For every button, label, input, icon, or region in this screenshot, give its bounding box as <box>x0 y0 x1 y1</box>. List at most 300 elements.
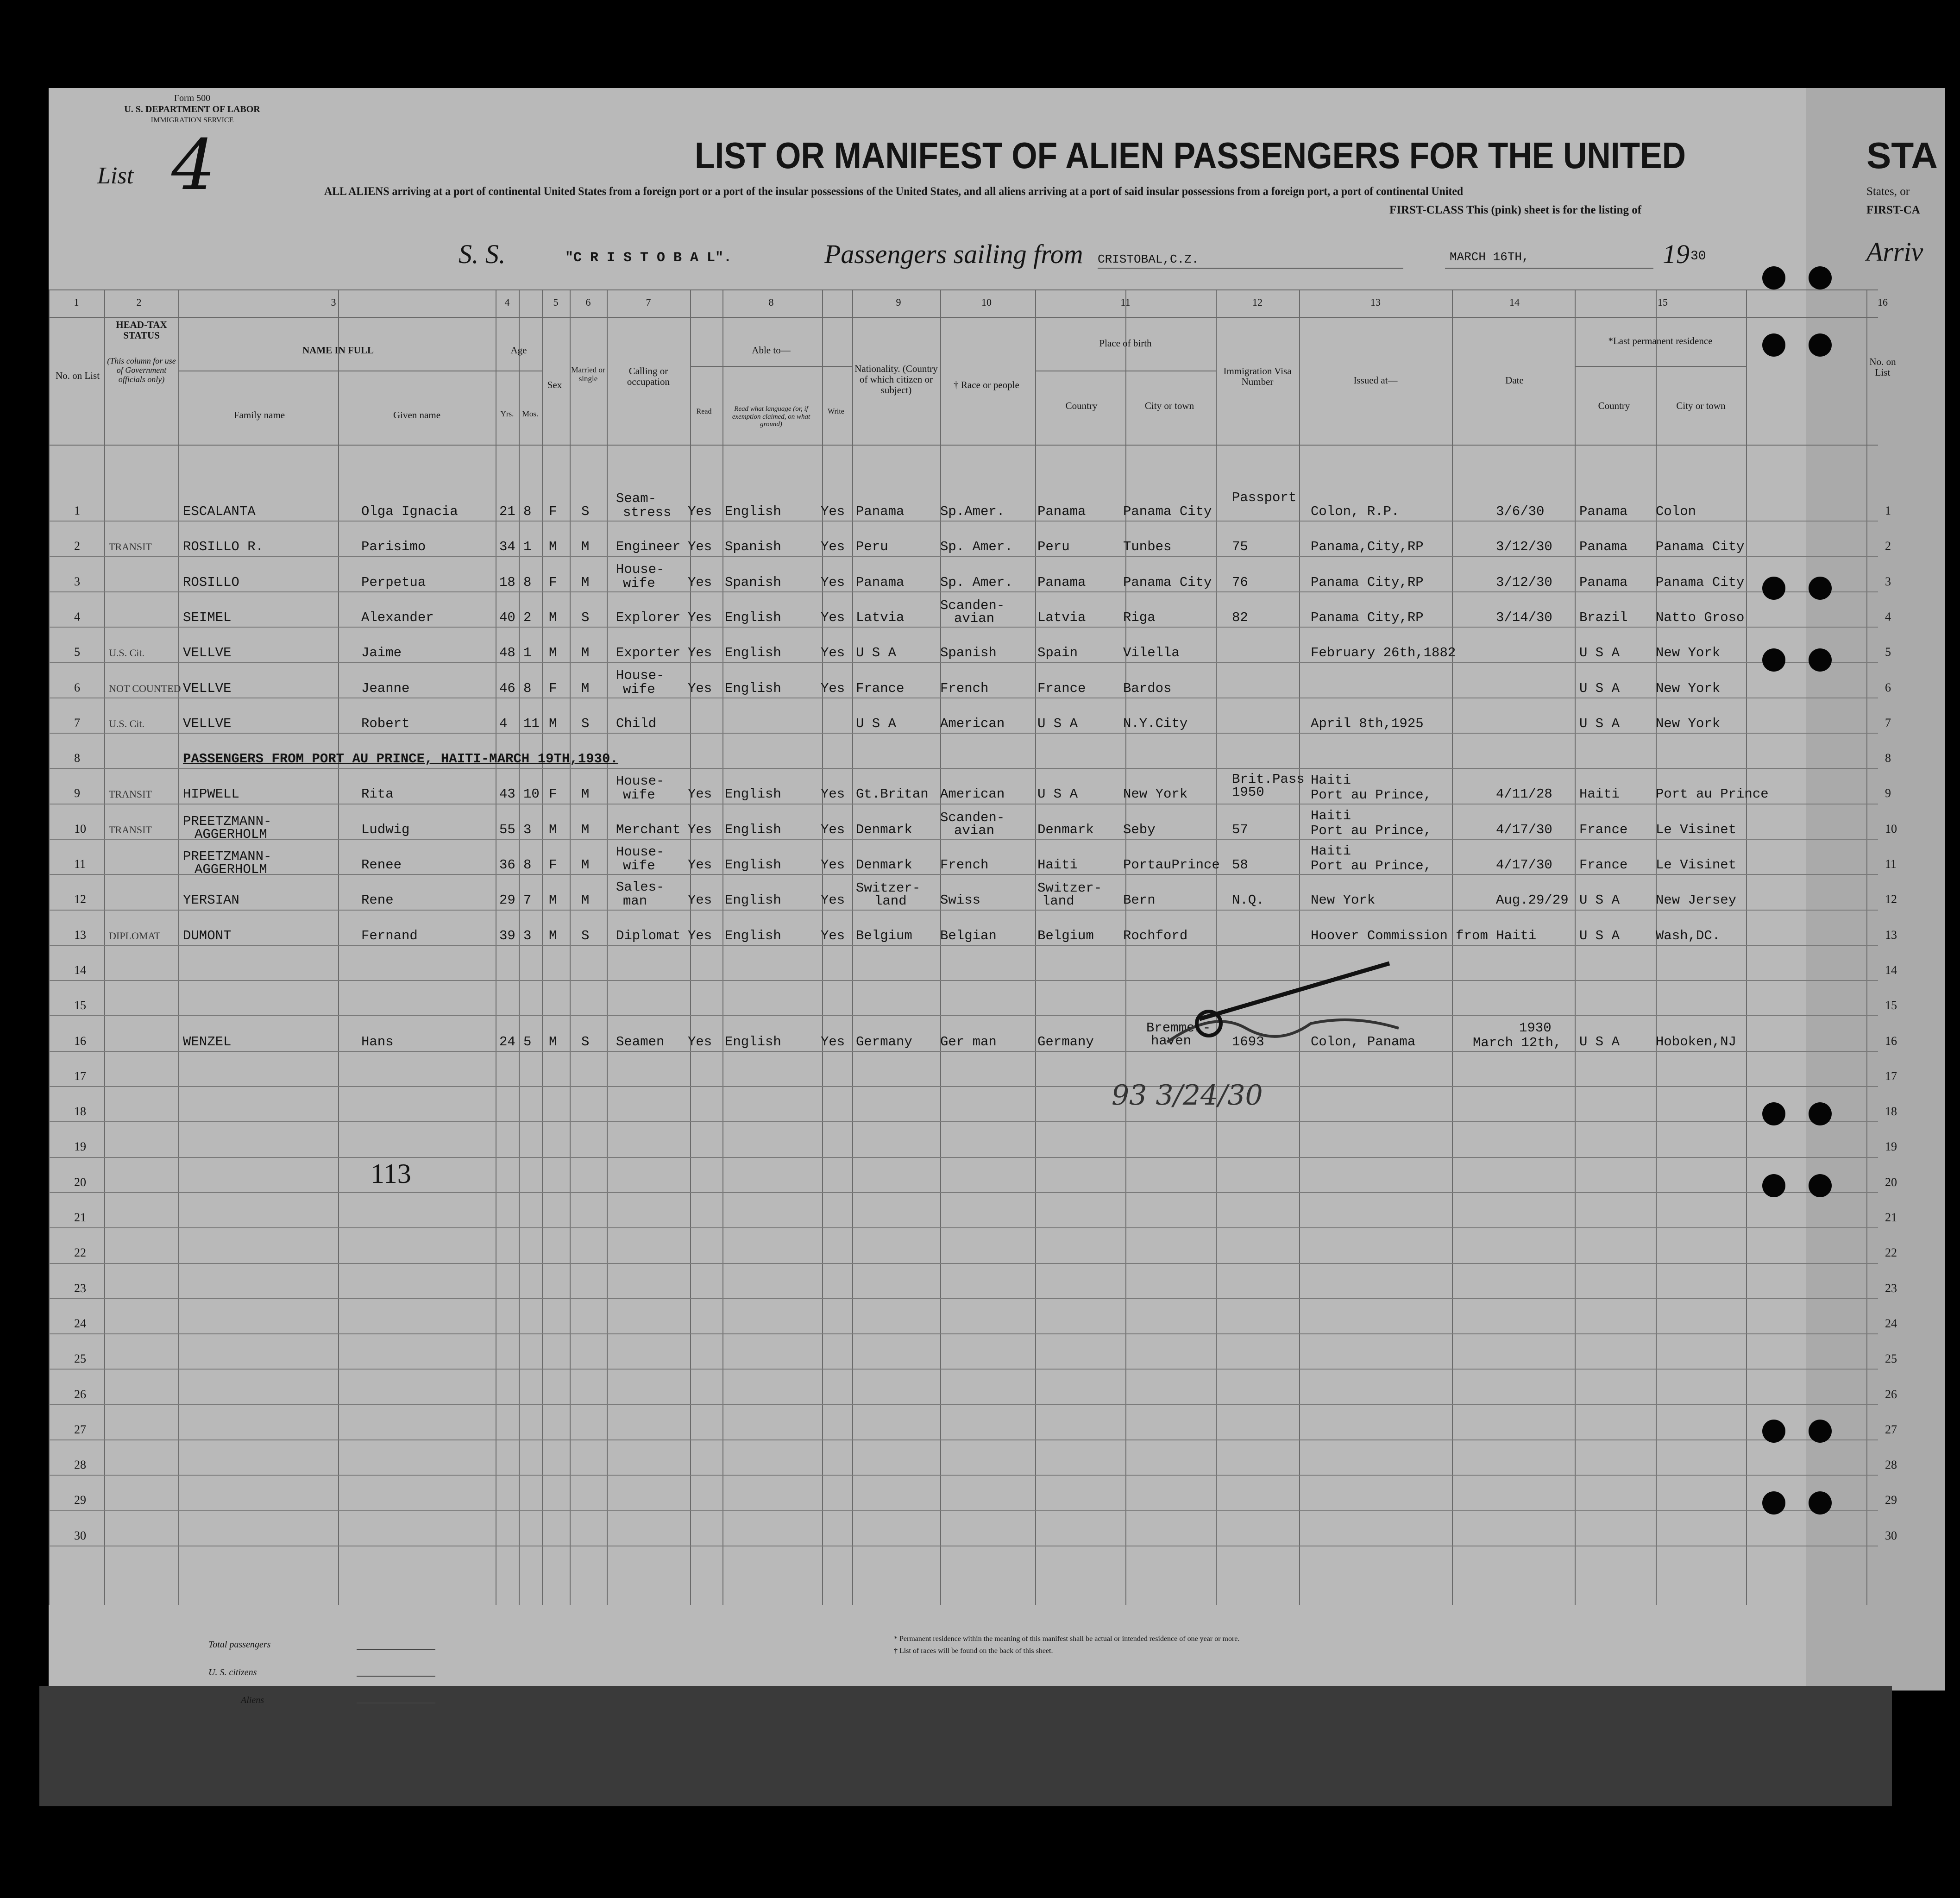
read-cell: Yes <box>688 857 712 873</box>
row-number: 6 <box>74 680 80 694</box>
family-name-cell: DUMONT <box>183 928 232 943</box>
punch-hole <box>1809 1102 1832 1125</box>
table-row <box>49 1511 1897 1546</box>
header-able-to: Able to— <box>752 345 791 356</box>
given-name-cell: Olga Ignacia <box>361 504 458 519</box>
row-number: 21 <box>74 1211 86 1224</box>
age-months-cell: 8 <box>523 574 532 590</box>
year-prefix: 19 <box>1663 239 1690 269</box>
row-number: 17 <box>74 1069 86 1083</box>
table-row <box>49 698 1891 734</box>
occupation-cell: Sales- <box>616 880 665 895</box>
date-cell: 3/12/30 <box>1496 574 1552 590</box>
given-name-cell: Perpetua <box>361 574 426 590</box>
column-number: 6 <box>585 296 591 308</box>
row-number-right: 10 <box>1885 822 1897 836</box>
residence-country-cell: U S A <box>1579 716 1620 731</box>
date-cell: 3/14/30 <box>1496 610 1552 625</box>
row-number-right: 25 <box>1885 1352 1897 1366</box>
birth-country-cell: Denmark <box>1037 822 1094 837</box>
grid-hline <box>49 289 1878 290</box>
page-title: LIST OR MANIFEST OF ALIEN PASSENGERS FOR THE UNITED <box>695 135 1686 176</box>
birth-city-cell: Bremmer- <box>1146 1020 1211 1036</box>
occupation-cell: Explorer <box>616 610 681 625</box>
row-number-right: 30 <box>1885 1528 1897 1542</box>
issued-at-cell: Colon, R.P. <box>1311 504 1400 519</box>
race-cell: French <box>940 857 989 873</box>
row-number: 4 <box>74 610 80 623</box>
nationality-cell: Switzer- <box>856 880 921 896</box>
table-row <box>49 1017 1897 1052</box>
column-number: 3 <box>331 296 336 308</box>
table-row <box>49 875 1897 910</box>
visa-number-cell: 82 <box>1232 610 1248 625</box>
column-number: 2 <box>136 296 142 308</box>
row-number-right: 16 <box>1885 1034 1897 1048</box>
row-number: 15 <box>74 999 86 1012</box>
table-row <box>49 486 1891 522</box>
sex-cell: F <box>549 574 557 590</box>
write-cell: Yes <box>821 822 845 837</box>
grid-hline <box>49 445 1878 446</box>
birth-city-cell: Seby <box>1123 822 1156 837</box>
header-place-of-birth: Place of birth <box>1099 338 1152 349</box>
given-name-cell: Rene <box>361 892 394 908</box>
birth-city-cell: New York <box>1123 786 1188 802</box>
row-number-right: 24 <box>1885 1316 1897 1330</box>
column-number: 10 <box>981 296 992 308</box>
marital-status-cell: M <box>581 892 590 908</box>
birth-city-cell: Panama City <box>1123 574 1212 590</box>
family-name-cell: VELLVE <box>183 645 232 661</box>
header-race: † Race or people <box>954 379 1019 390</box>
sex-cell: M <box>549 716 557 731</box>
table-row <box>49 1405 1897 1440</box>
read-cell: Yes <box>688 610 712 625</box>
header-no-on-list-right: No. on List <box>1869 356 1896 378</box>
marital-status-cell: M <box>581 680 590 696</box>
punch-hole <box>1809 1491 1832 1515</box>
head-tax-cell: DIPLOMAT <box>109 930 161 942</box>
marital-status-cell: M <box>581 539 590 555</box>
row-number: 7 <box>74 716 80 729</box>
grid-subheader-line <box>690 366 852 367</box>
row-number-right: 21 <box>1885 1211 1897 1224</box>
row-number-right: 1 <box>1885 504 1891 517</box>
row-number: 24 <box>74 1316 86 1330</box>
marital-status-cell: S <box>581 1034 590 1050</box>
marital-status-cell: S <box>581 716 590 731</box>
header-head-tax-note: (This column for use of Government officials only) <box>107 356 176 384</box>
birth-city-cell: Vilella <box>1123 645 1180 661</box>
occupation-cell: Exporter <box>616 645 681 661</box>
row-number: 12 <box>74 892 86 906</box>
column-number: 15 <box>1658 296 1668 308</box>
occupation-cell: House- <box>616 773 665 789</box>
date-cell: 4/17/30 <box>1496 822 1552 837</box>
row-number-right: 5 <box>1885 645 1891 659</box>
header-family-name: Family name <box>233 409 285 421</box>
head-tax-cell: U.S. Cit. <box>109 717 145 729</box>
ss-label: S. S. <box>459 239 506 269</box>
date-cell: Aug.29/29 <box>1496 892 1569 908</box>
given-name-cell: Jeanne <box>361 680 410 696</box>
residence-city-cell: New Jersey <box>1656 892 1737 908</box>
occupation-cell: House- <box>616 844 665 860</box>
write-cell: Yes <box>821 928 845 943</box>
language-cell: English <box>725 928 781 943</box>
port-underline <box>1098 268 1403 269</box>
year-suffix: 30 <box>1690 249 1706 264</box>
age-months-cell: 8 <box>523 504 532 519</box>
date-cell: 3/6/30 <box>1496 504 1545 519</box>
punch-hole <box>1809 266 1832 289</box>
residence-country-cell: Panama <box>1579 539 1628 555</box>
column-number: 9 <box>896 296 901 308</box>
write-cell: Yes <box>821 645 845 661</box>
race-cell: Scanden- <box>940 597 1005 613</box>
marital-status-cell: M <box>581 786 590 802</box>
language-cell: Spanish <box>725 539 781 555</box>
sex-cell: M <box>549 822 557 837</box>
family-name-cell-2: AGGERHOLM <box>195 862 267 877</box>
row-number-right: 17 <box>1885 1069 1897 1083</box>
table-row <box>49 663 1891 698</box>
residence-city-cell: New York <box>1656 716 1721 731</box>
row-number: 9 <box>74 786 80 800</box>
nationality-cell: France <box>856 680 905 696</box>
header-residence-country: Country <box>1598 400 1630 411</box>
age-months-cell: 7 <box>523 892 532 908</box>
row-number-right: 20 <box>1885 1175 1897 1189</box>
read-cell: Yes <box>688 504 712 519</box>
row-number: 8 <box>74 751 80 765</box>
issued-at-cell: Colon, Panama <box>1311 1034 1416 1050</box>
write-cell: Yes <box>821 857 845 873</box>
marital-status-cell: S <box>581 610 590 625</box>
next-page-title: STA <box>1866 135 1938 176</box>
grid-subheader-line <box>1575 366 1746 367</box>
occupation-cell-2: wife <box>623 681 655 697</box>
row-number: 22 <box>74 1246 86 1260</box>
residence-country-cell: U S A <box>1579 892 1620 908</box>
race-cell: Sp. Amer. <box>940 539 1013 555</box>
sex-cell: M <box>549 1034 557 1050</box>
given-name-cell: Rita <box>361 786 394 802</box>
table-row <box>49 592 1891 628</box>
family-name-cell: SEIMEL <box>183 610 232 625</box>
list-number: 4 <box>171 125 216 206</box>
head-tax-cell: U.S. Cit. <box>109 647 145 659</box>
residence-city-cell: Port au Prince <box>1656 786 1769 802</box>
age-years-cell: 40 <box>499 610 515 625</box>
footnote-residence: * Permanent residence within the meaning of this manifest shall be actual or intended residence of one year or more. <box>894 1635 1240 1643</box>
total-passengers-line <box>357 1649 435 1650</box>
issued-at-cell-2: Port au Prince, <box>1311 858 1432 874</box>
sex-cell: F <box>549 680 557 696</box>
occupation-cell: House- <box>616 561 665 577</box>
nationality-cell: Panama <box>856 574 905 590</box>
family-name-cell: PREETZMANN- <box>183 849 272 864</box>
punch-hole <box>1762 1102 1785 1125</box>
age-months-cell: 2 <box>523 610 532 625</box>
punch-hole <box>1809 333 1832 357</box>
punch-hole <box>1809 1174 1832 1197</box>
sex-cell: M <box>549 539 557 555</box>
table-row <box>49 840 1897 877</box>
language-cell: English <box>725 610 781 625</box>
visa-number-cell: Brit.Pass <box>1232 772 1305 787</box>
language-cell: English <box>725 822 781 837</box>
marital-status-cell: M <box>581 574 590 590</box>
given-name-cell: Jaime <box>361 645 402 661</box>
issued-at-cell: Panama,City,RP <box>1311 539 1424 555</box>
row-number: 20 <box>74 1175 86 1189</box>
table-row <box>49 734 1891 769</box>
header-issued-at: Issued at— <box>1353 375 1398 386</box>
race-cell: American <box>940 716 1005 731</box>
birth-country-cell: U S A <box>1037 786 1078 802</box>
language-cell: English <box>725 504 781 519</box>
race-cell: American <box>940 786 1005 802</box>
write-cell: Yes <box>821 574 845 590</box>
birth-country-cell: Switzer- <box>1037 880 1102 896</box>
occupation-cell: Engineer <box>616 539 681 555</box>
header-age: Age <box>510 345 527 356</box>
birth-city-cell: Bern <box>1123 892 1156 908</box>
residence-city-cell: Le Visinet <box>1656 857 1737 873</box>
age-months-cell: 8 <box>523 680 532 696</box>
row-number-right: 22 <box>1885 1246 1897 1260</box>
page-subtitle-2: FIRST-CLASS This (pink) sheet is for the listing of <box>1389 204 1642 216</box>
language-cell: English <box>725 786 781 802</box>
language-cell: English <box>725 857 781 873</box>
issued-at-cell: Haiti <box>1311 843 1351 859</box>
head-tax-cell: TRANSIT <box>109 823 152 836</box>
row-number-right: 26 <box>1885 1387 1897 1401</box>
section-heading: PASSENGERS FROM PORT AU PRINCE, HAITI-MARCH 19TH,1930. <box>183 751 618 767</box>
punch-hole <box>1809 1420 1832 1443</box>
read-cell: Yes <box>688 892 712 908</box>
date-underline <box>1445 268 1653 269</box>
head-tax-cell: TRANSIT <box>109 541 152 553</box>
family-name-cell: ROSILLO R. <box>183 539 264 555</box>
age-years-cell: 4 <box>499 716 508 731</box>
row-number: 13 <box>74 928 86 942</box>
age-months-cell: 10 <box>523 786 540 802</box>
row-number: 28 <box>74 1458 86 1472</box>
issued-at-cell: Haiti <box>1311 773 1351 788</box>
header-write: Write <box>828 408 844 415</box>
column-number: 4 <box>504 296 510 308</box>
row-number: 2 <box>74 539 80 553</box>
row-number-right: 3 <box>1885 574 1891 588</box>
header-last-residence: *Last permanent residence <box>1608 335 1713 346</box>
header-birth-country: Country <box>1065 400 1098 411</box>
occupation-cell: Child <box>616 716 657 731</box>
row-number: 11 <box>74 857 86 871</box>
language-cell: Spanish <box>725 574 781 590</box>
next-page-sub3: Arriv <box>1866 237 1923 267</box>
ship-name: "C R I S T O B A L". <box>565 250 732 266</box>
header-read: Read <box>696 408 712 415</box>
age-years-cell: 46 <box>499 680 515 696</box>
age-years-cell: 24 <box>499 1034 515 1050</box>
punch-hole <box>1762 266 1785 289</box>
birth-city-cell: Panama City <box>1123 504 1212 519</box>
table-row <box>49 946 1897 981</box>
row-number-right: 28 <box>1885 1458 1897 1472</box>
column-number: 1 <box>74 296 79 308</box>
issued-at-cell-2: Port au Prince, <box>1311 823 1432 838</box>
visa-number-cell: 57 <box>1232 822 1248 837</box>
sex-cell: F <box>549 504 557 519</box>
row-number-right: 18 <box>1885 1105 1897 1119</box>
table-row <box>49 628 1891 663</box>
race-cell: Spanish <box>940 645 997 661</box>
family-name-cell: ESCALANTA <box>183 504 256 519</box>
us-citizens-line <box>357 1676 435 1677</box>
read-cell: Yes <box>688 1034 712 1050</box>
visa-number-cell: 1693 <box>1232 1034 1264 1050</box>
column-number: 12 <box>1252 296 1263 308</box>
date-cell: 1930 <box>1519 1020 1552 1036</box>
header-head-tax: HEAD-TAX STATUS <box>116 319 167 341</box>
next-page-sub1: States, or <box>1866 185 1910 198</box>
header-sex: Sex <box>547 379 562 390</box>
occupation-cell-2: stress <box>623 505 672 520</box>
race-cell: Belgian <box>940 928 997 943</box>
age-years-cell: 18 <box>499 574 515 590</box>
birth-city-cell: Rochford <box>1123 928 1188 943</box>
column-number: 8 <box>768 296 774 308</box>
occupation-cell-2: wife <box>623 858 655 874</box>
row-number-right: 27 <box>1885 1422 1897 1436</box>
row-number-right: 11 <box>1885 857 1897 871</box>
family-name-cell: YERSIAN <box>183 892 239 908</box>
given-name-cell: Hans <box>361 1034 394 1050</box>
row-number: 30 <box>74 1528 86 1542</box>
table-row <box>49 911 1897 946</box>
age-months-cell: 5 <box>523 1034 532 1050</box>
head-tax-cell: TRANSIT <box>109 788 152 800</box>
page-count-stamp: 113 <box>371 1158 411 1189</box>
footer-aliens: Aliens <box>241 1695 264 1705</box>
issued-at-cell: April 8th,1925 <box>1311 716 1424 731</box>
residence-city-cell: Colon <box>1656 504 1696 519</box>
residence-city-cell: Natto Groso <box>1656 610 1745 625</box>
table-row <box>49 1087 1897 1122</box>
language-cell: English <box>725 645 781 661</box>
residence-city-cell: Panama City <box>1656 539 1745 555</box>
service: IMMIGRATION SERVICE <box>151 116 234 124</box>
header-given-name: Given name <box>393 409 441 421</box>
nationality-cell: Germany <box>856 1034 912 1050</box>
date-cell: 4/11/28 <box>1496 786 1552 802</box>
write-cell: Yes <box>821 1034 845 1050</box>
row-number-right: 23 <box>1885 1281 1897 1295</box>
occupation-cell: Seamen <box>616 1034 665 1050</box>
row-number-right: 2 <box>1885 539 1891 553</box>
footer-total-passengers: Total passengers <box>208 1640 271 1650</box>
birth-city-cell: Bardos <box>1123 680 1172 696</box>
nationality-cell: Belgium <box>856 928 912 943</box>
family-name-cell: VELLVE <box>183 716 232 731</box>
head-tax-cell: NOT COUNTED <box>109 682 181 694</box>
row-number: 25 <box>74 1352 86 1366</box>
residence-country-cell: Brazil <box>1579 610 1628 625</box>
residence-country-cell: Haiti <box>1579 786 1620 802</box>
row-number: 19 <box>74 1140 86 1154</box>
residence-city-cell: Hoboken,NJ <box>1656 1034 1737 1050</box>
marital-status-cell: S <box>581 928 590 943</box>
family-name-cell-2: AGGERHOLM <box>195 826 267 842</box>
occupation-cell: Diplomat <box>616 928 681 943</box>
table-row <box>49 1052 1897 1087</box>
family-name-cell: ROSILLO <box>183 574 239 590</box>
table-row <box>49 522 1891 557</box>
punch-hole <box>1809 648 1832 672</box>
visa-number-cell: 1950 <box>1232 785 1264 800</box>
residence-city-cell: Wash,DC. <box>1656 928 1721 943</box>
race-cell: avian <box>954 610 995 626</box>
column-number: 11 <box>1120 296 1131 308</box>
row-number: 29 <box>74 1493 86 1507</box>
issued-at-cell: Panama City,RP <box>1311 610 1424 625</box>
punch-hole <box>1809 577 1832 600</box>
table-row <box>49 1264 1897 1299</box>
row-number-right: 12 <box>1885 892 1897 906</box>
birth-country-cell: Latvia <box>1037 610 1086 625</box>
row-number: 14 <box>74 963 86 977</box>
age-years-cell: 21 <box>499 504 515 519</box>
birth-country-cell: Peru <box>1037 539 1070 555</box>
table-row <box>49 1476 1897 1511</box>
write-cell: Yes <box>821 610 845 625</box>
age-years-cell: 43 <box>499 786 515 802</box>
table-row <box>49 1334 1897 1370</box>
row-number-right: 15 <box>1885 999 1897 1012</box>
birth-country-cell: Spain <box>1037 645 1078 661</box>
table-row <box>49 1228 1897 1263</box>
nationality-cell: Denmark <box>856 822 912 837</box>
table-row <box>49 981 1897 1016</box>
family-name-cell: WENZEL <box>183 1034 232 1050</box>
column-number: 7 <box>646 296 651 308</box>
header-calling: Calling or occupation <box>627 365 670 388</box>
language-cell: English <box>725 680 781 696</box>
port-of-departure: CRISTOBAL,C.Z. <box>1098 252 1199 266</box>
occupation-cell: Merchant <box>616 822 681 837</box>
sex-cell: M <box>549 892 557 908</box>
column-number: 16 <box>1878 296 1888 308</box>
age-months-cell: 11 <box>523 716 540 731</box>
birth-city-cell: PortauPrince <box>1123 857 1220 873</box>
write-cell: Yes <box>821 892 845 908</box>
race-cell: Swiss <box>940 892 981 908</box>
birth-country-cell: land <box>1042 893 1074 909</box>
column-number: 13 <box>1370 296 1381 308</box>
race-cell: Scanden- <box>940 810 1005 825</box>
header-birth-city: City or town <box>1144 400 1194 411</box>
age-years-cell: 39 <box>499 928 515 943</box>
birth-country-cell: France <box>1037 680 1086 696</box>
date-cell: 4/17/30 <box>1496 857 1552 873</box>
birth-country-cell: U S A <box>1037 716 1078 731</box>
footer-us-citizens: U. S. citizens <box>208 1667 257 1678</box>
next-page-sub2: FIRST-CA <box>1866 204 1920 216</box>
column-number: 14 <box>1509 296 1520 308</box>
